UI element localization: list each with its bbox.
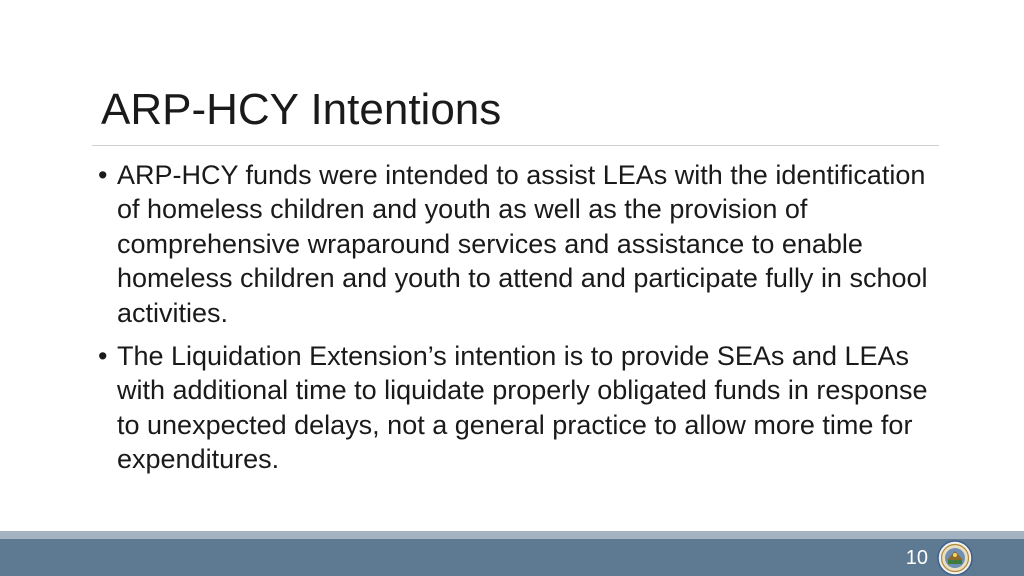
title-divider: [92, 145, 939, 146]
department-seal-icon: [937, 540, 973, 576]
page-number: 10: [905, 547, 928, 569]
bullet-list: [98, 158, 938, 486]
footer-accent-bar: [0, 531, 1024, 539]
bullet-marker: •: [98, 160, 108, 190]
bullet-text: ARP-HCY funds were intended to assist LEAs with the identification of homeless children and youth as well as the provision of comprehensive wraparound services and assistance to enable homeless children and youth to attend and participate fully in school activities.: [117, 160, 928, 328]
bullet-text: The Liquidation Extension’s intention is to provide SEAs and LEAs with additional time to liquidate properly obligated funds in response to unexpected delays, not a general practice to allow more time for expenditures.: [117, 341, 928, 475]
bullet-marker: •: [98, 341, 108, 372]
footer-bar: [0, 539, 1024, 576]
bullet-item: [98, 339, 938, 477]
bullet-item: [98, 158, 938, 330]
slide-title: ARP-HCY Intentions: [101, 85, 502, 134]
